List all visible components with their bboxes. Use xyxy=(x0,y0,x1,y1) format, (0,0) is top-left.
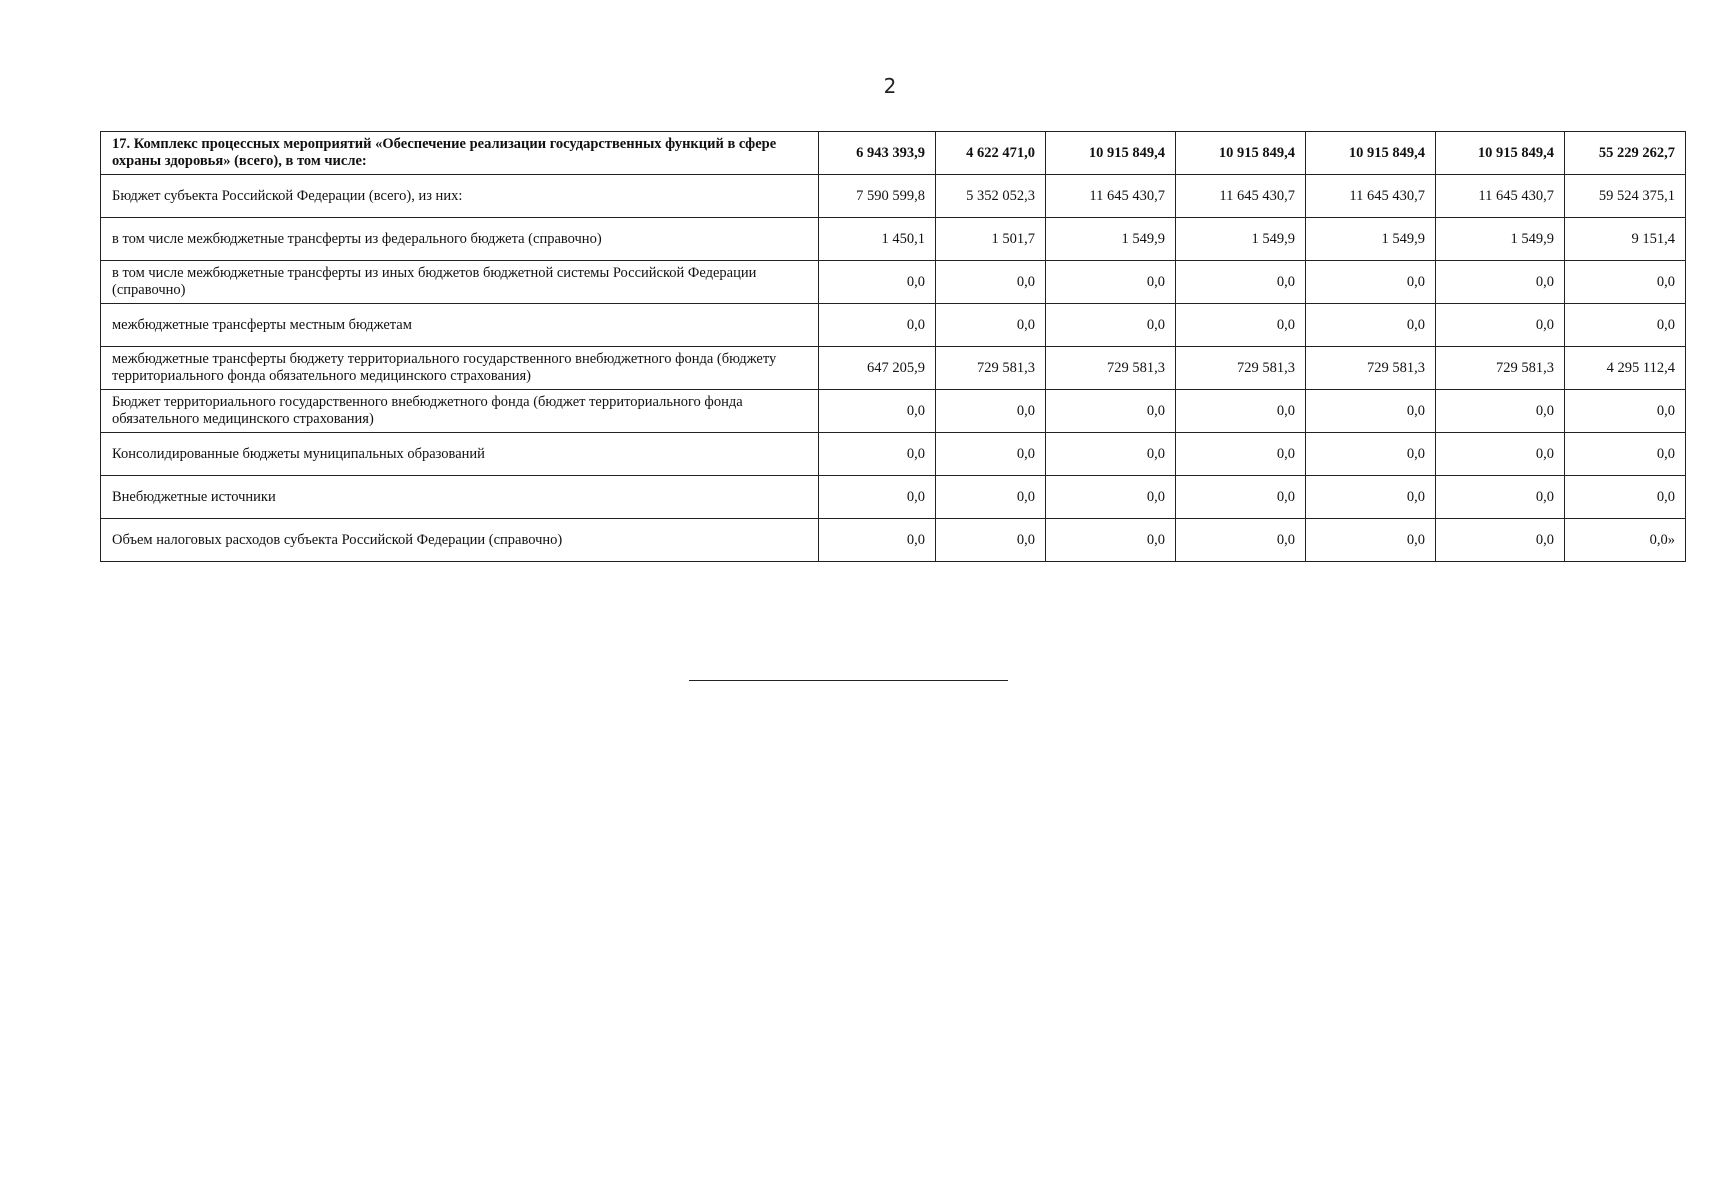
cell-value: 0,0 xyxy=(1176,304,1306,347)
cell-value: 647 205,9 xyxy=(819,347,936,390)
cell-value: 11 645 430,7 xyxy=(1306,175,1436,218)
cell-value: 0,0 xyxy=(1176,433,1306,476)
cell-value: 0,0 xyxy=(1176,476,1306,519)
cell-value: 10 915 849,4 xyxy=(1436,132,1565,175)
cell-value: 0,0 xyxy=(936,519,1046,562)
cell-value: 10 915 849,4 xyxy=(1046,132,1176,175)
table-row xyxy=(101,433,1686,476)
cell-value: 10 915 849,4 xyxy=(1306,132,1436,175)
cell-value: 0,0 xyxy=(936,390,1046,433)
cell-value: 729 581,3 xyxy=(1046,347,1176,390)
cell-value: 0,0 xyxy=(1176,390,1306,433)
table-row xyxy=(101,476,1686,519)
cell-value: 0,0 xyxy=(1306,304,1436,347)
cell-value: 1 501,7 xyxy=(936,218,1046,261)
table-row xyxy=(101,218,1686,261)
cell-value: 0,0 xyxy=(1436,519,1565,562)
table-row xyxy=(101,519,1686,562)
cell-value: 0,0 xyxy=(1176,261,1306,304)
cell-total: 0,0 xyxy=(1565,476,1686,519)
cell-value: 0,0 xyxy=(819,390,936,433)
cell-value: 6 943 393,9 xyxy=(819,132,936,175)
table-row xyxy=(101,261,1686,304)
row-label: 17. Комплекс процессных мероприятий «Обеспечение реализации государственных функций в сфере охраны здоровья» (всего), в том числе: xyxy=(101,132,819,175)
cell-value: 0,0 xyxy=(1436,476,1565,519)
cell-total: 0,0» xyxy=(1565,519,1686,562)
cell-total: 0,0 xyxy=(1565,304,1686,347)
cell-value: 7 590 599,8 xyxy=(819,175,936,218)
footer-divider xyxy=(689,680,1008,681)
table-row xyxy=(101,175,1686,218)
cell-value: 1 549,9 xyxy=(1046,218,1176,261)
row-label: Бюджет территориального государственного внебюджетного фонда (бюджет территориального фонда обязательного медицинского страхования) xyxy=(101,390,819,433)
budget-table xyxy=(100,131,1686,562)
row-label: Консолидированные бюджеты муниципальных образований xyxy=(101,433,819,476)
cell-value: 0,0 xyxy=(1306,261,1436,304)
cell-value: 729 581,3 xyxy=(936,347,1046,390)
cell-value: 1 549,9 xyxy=(1436,218,1565,261)
row-label: Внебюджетные источники xyxy=(101,476,819,519)
row-label: в том числе межбюджетные трансферты из федерального бюджета (справочно) xyxy=(101,218,819,261)
cell-total: 0,0 xyxy=(1565,261,1686,304)
row-label: межбюджетные трансферты бюджету территориального государственного внебюджетного фонда (бюджету территориального фонда обязательного медицинского страхования) xyxy=(101,347,819,390)
cell-value: 0,0 xyxy=(1306,390,1436,433)
row-label: в том числе межбюджетные трансферты из иных бюджетов бюджетной системы Российской Федерации (справочно) xyxy=(101,261,819,304)
cell-value: 0,0 xyxy=(936,433,1046,476)
cell-value: 1 450,1 xyxy=(819,218,936,261)
cell-value: 0,0 xyxy=(1306,519,1436,562)
cell-value: 0,0 xyxy=(819,261,936,304)
cell-value: 0,0 xyxy=(1046,519,1176,562)
cell-value: 0,0 xyxy=(1436,433,1565,476)
page-number: 2 xyxy=(883,74,897,98)
cell-value: 0,0 xyxy=(819,476,936,519)
cell-value: 0,0 xyxy=(1436,390,1565,433)
cell-value: 11 645 430,7 xyxy=(1176,175,1306,218)
cell-value: 0,0 xyxy=(819,519,936,562)
cell-value: 0,0 xyxy=(936,261,1046,304)
cell-value: 729 581,3 xyxy=(1436,347,1565,390)
cell-total: 9 151,4 xyxy=(1565,218,1686,261)
table-row xyxy=(101,304,1686,347)
cell-value: 1 549,9 xyxy=(1176,218,1306,261)
cell-value: 5 352 052,3 xyxy=(936,175,1046,218)
cell-value: 0,0 xyxy=(1046,433,1176,476)
cell-value: 1 549,9 xyxy=(1306,218,1436,261)
table-row xyxy=(101,390,1686,433)
cell-total: 59 524 375,1 xyxy=(1565,175,1686,218)
cell-total: 4 295 112,4 xyxy=(1565,347,1686,390)
cell-value: 0,0 xyxy=(1436,304,1565,347)
row-label: Бюджет субъекта Российской Федерации (всего), из них: xyxy=(101,175,819,218)
cell-value: 0,0 xyxy=(1046,304,1176,347)
cell-value: 0,0 xyxy=(936,304,1046,347)
cell-total: 0,0 xyxy=(1565,390,1686,433)
cell-value: 0,0 xyxy=(819,304,936,347)
row-label: межбюджетные трансферты местным бюджетам xyxy=(101,304,819,347)
cell-value: 729 581,3 xyxy=(1176,347,1306,390)
cell-value: 729 581,3 xyxy=(1306,347,1436,390)
cell-value: 0,0 xyxy=(1046,261,1176,304)
row-label: Объем налоговых расходов субъекта Российской Федерации (справочно) xyxy=(101,519,819,562)
cell-value: 0,0 xyxy=(1046,476,1176,519)
cell-value: 0,0 xyxy=(1046,390,1176,433)
table-row xyxy=(101,347,1686,390)
cell-value: 4 622 471,0 xyxy=(936,132,1046,175)
cell-value: 0,0 xyxy=(819,433,936,476)
cell-value: 10 915 849,4 xyxy=(1176,132,1306,175)
cell-value: 0,0 xyxy=(1436,261,1565,304)
cell-value: 11 645 430,7 xyxy=(1046,175,1176,218)
table-row xyxy=(101,132,1686,175)
cell-total: 0,0 xyxy=(1565,433,1686,476)
cell-value: 0,0 xyxy=(1306,476,1436,519)
cell-total: 55 229 262,7 xyxy=(1565,132,1686,175)
cell-value: 0,0 xyxy=(936,476,1046,519)
cell-value: 0,0 xyxy=(1176,519,1306,562)
cell-value: 11 645 430,7 xyxy=(1436,175,1565,218)
cell-value: 0,0 xyxy=(1306,433,1436,476)
